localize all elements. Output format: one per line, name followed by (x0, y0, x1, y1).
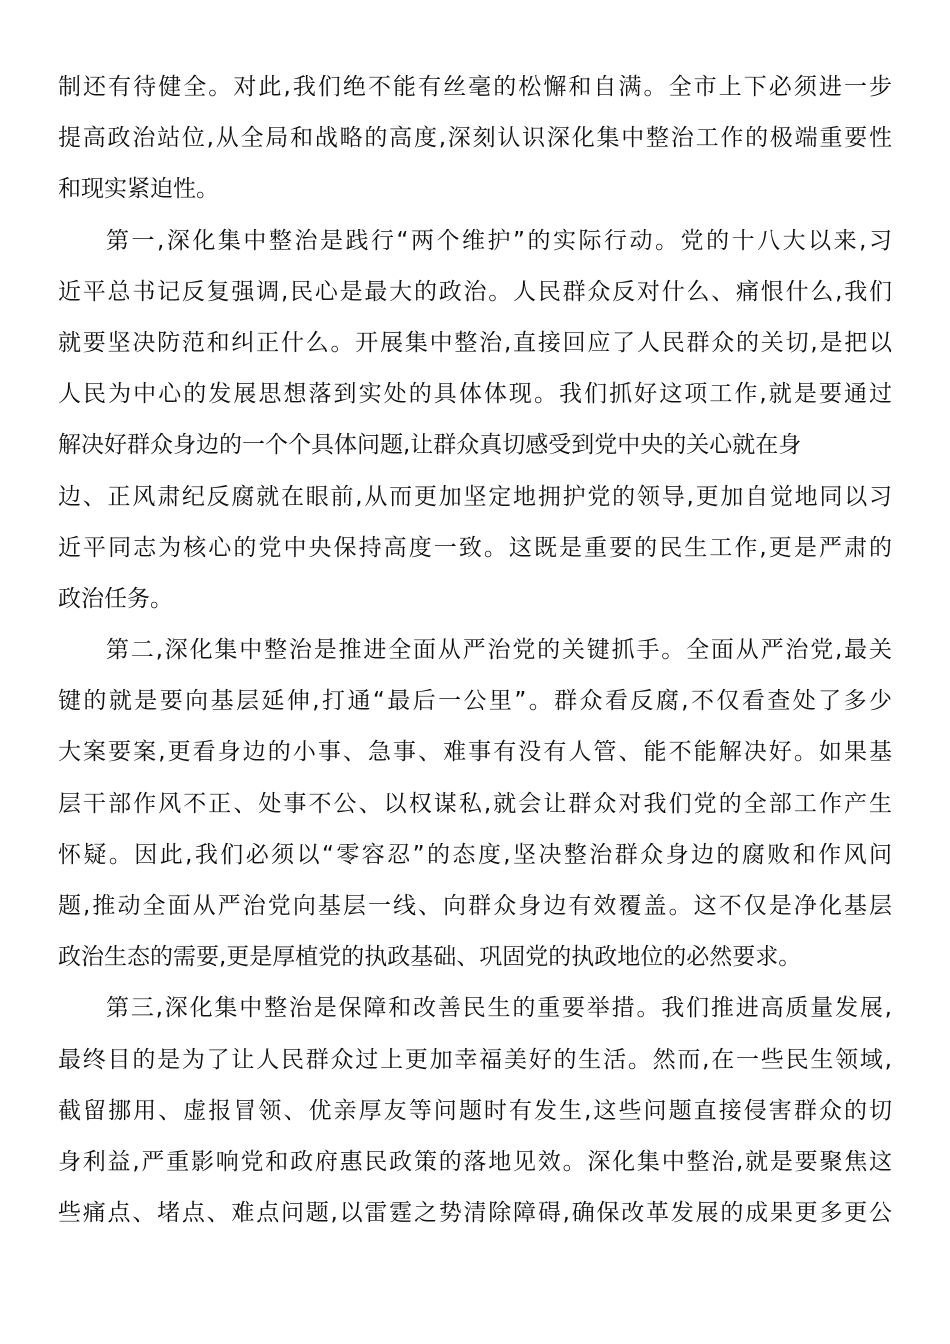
text-line: 键的就是要向基层延伸,打通“最后一公里”。群众看反腐,不仅看查处了多少 (58, 688, 892, 715)
text-line: 解决好群众身边的一个个具体问题,让群众真切感受到党中央的关心就在身 (58, 432, 802, 459)
text-line: 层干部作风不正、处事不公、以权谋私,就会让群众对我们党的全部工作产生 (58, 790, 892, 817)
text-line: 些痛点、堵点、难点问题,以雷霆之势清除障碍,确保改革发展的成果更多更公 (58, 1200, 892, 1227)
text-line: 大案要案,更看身边的小事、急事、难事有没有人管、能不能解决好。如果基 (58, 739, 892, 766)
text-line: 提高政治站位,从全局和战略的高度,深刻认识深化集中整治工作的极端重要性 (58, 125, 892, 152)
text-line: 和现实紧迫性。 (58, 176, 219, 203)
paragraph-first-line: 第二,深化集中整治是推进全面从严治党的关键抓手。全面从严治党,最关 (106, 637, 892, 664)
text-line: 人民为中心的发展思想落到实处的具体体现。我们抓好这项工作,就是要通过 (58, 381, 892, 408)
text-line: 近平总书记反复强调,民心是最大的政治。人民群众反对什么、痛恨什么,我们 (58, 278, 892, 305)
text-line: 身利益,严重影响党和政府惠民政策的落地见效。深化集中整治,就是要聚焦这 (58, 1148, 892, 1175)
paragraph-first-line: 第三,深化集中整治是保障和改善民生的重要举措。我们推进高质量发展, (106, 995, 892, 1022)
document-body (58, 62, 892, 1239)
text-line: 怀疑。因此,我们必须以“零容忍”的态度,坚决整治群众身边的腐败和作风问 (58, 841, 892, 868)
text-line: 制还有待健全。对此,我们绝不能有丝毫的松懈和自满。全市上下必须进一步 (58, 74, 892, 100)
text-line: 题,推动全面从严治党向基层一线、向群众身边有效覆盖。这不仅是净化基层 (58, 893, 892, 919)
paragraph-first-line: 第一,深化集中整治是践行“两个维护”的实际行动。党的十八大以来,习 (106, 227, 892, 254)
text-line: 政治生态的需要,更是厚植党的执政基础、巩固党的执政地位的必然要求。 (58, 944, 802, 971)
text-line: 近平同志为核心的党中央保持高度一致。这既是重要的民生工作,更是严肃的 (58, 534, 892, 561)
text-line: 最终目的是为了让人民群众过上更加幸福美好的生活。然而,在一些民生领域, (58, 1046, 892, 1073)
text-line: 边、正风肃纪反腐就在眼前,从而更加坚定地拥护党的领导,更加自觉地同以习 (58, 483, 892, 510)
text-line: 政治任务。 (58, 585, 173, 612)
text-line: 就要坚决防范和纠正什么。开展集中整治,直接回应了人民群众的关切,是把以 (58, 329, 892, 356)
text-line: 截留挪用、虚报冒领、优亲厚友等问题时有发生,这些问题直接侵害群众的切 (58, 1097, 892, 1124)
